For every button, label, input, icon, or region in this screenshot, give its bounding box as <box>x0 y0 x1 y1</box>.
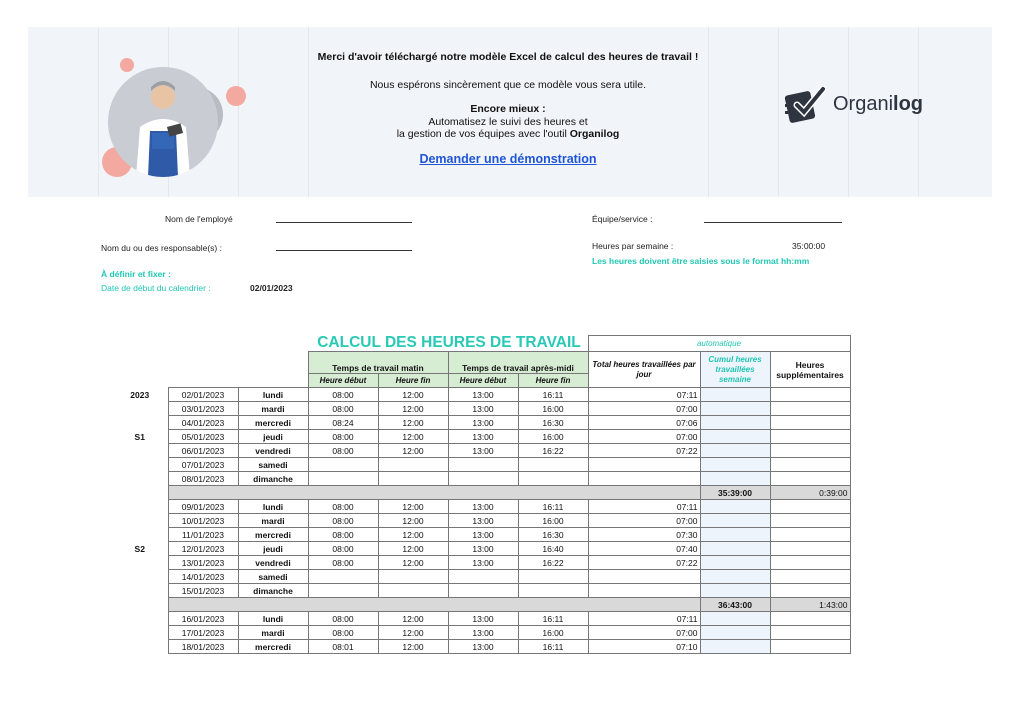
table-row <box>112 430 850 444</box>
table-row <box>112 556 850 570</box>
week-overtime: 0:39:00 <box>770 486 850 500</box>
spacer-cell <box>112 528 168 542</box>
morning-start-cell[interactable]: 08:01 <box>308 640 378 654</box>
hours-week-label: Heures par semaine : <box>592 241 674 251</box>
table-row <box>112 444 850 458</box>
cumul-cell <box>700 514 770 528</box>
spacer-cell <box>112 640 168 654</box>
date-cell: 04/01/2023 <box>168 416 238 430</box>
cumul-cell <box>700 626 770 640</box>
day-cell: lundi <box>238 388 308 402</box>
gray-cell <box>168 598 700 612</box>
morning-start-cell[interactable]: 08:00 <box>308 402 378 416</box>
worker-photo <box>108 67 218 177</box>
table-row <box>112 612 850 626</box>
day-cell: mercredi <box>238 640 308 654</box>
afternoon-start-cell[interactable] <box>448 472 518 486</box>
afternoon-end-cell[interactable]: 16:00 <box>518 514 588 528</box>
table-row <box>112 500 850 514</box>
morning-start-cell[interactable]: 08:00 <box>308 626 378 640</box>
afternoon-end-cell[interactable] <box>518 458 588 472</box>
total-cell: 07:00 <box>588 402 700 416</box>
cumul-cell <box>700 402 770 416</box>
morning-start-cell[interactable]: 08:00 <box>308 430 378 444</box>
morning-start-cell[interactable] <box>308 458 378 472</box>
total-cell: 07:30 <box>588 528 700 542</box>
team-label: Équipe/service : <box>592 214 653 224</box>
team-field[interactable] <box>704 212 842 223</box>
banner-subtitle: Nous espérons sincèrement que ce modèle vous sera utile. <box>369 79 647 91</box>
day-cell: samedi <box>238 458 308 472</box>
date-cell: 08/01/2023 <box>168 472 238 486</box>
day-cell: lundi <box>238 612 308 626</box>
year-label: 2023 <box>130 389 150 400</box>
morning-end-cell[interactable]: 12:00 <box>378 388 448 402</box>
morning-header: Temps de travail matin <box>308 352 448 374</box>
morning-end-cell[interactable]: 12:00 <box>378 514 448 528</box>
morning-end-cell[interactable]: 12:00 <box>378 402 448 416</box>
week-total-row <box>112 486 850 500</box>
cumul-header: Cumul heures travaillées semaine <box>700 352 770 388</box>
spacer-cell <box>112 612 168 626</box>
afternoon-start-cell[interactable]: 13:00 <box>448 542 518 556</box>
spacer-cell <box>112 598 168 612</box>
afternoon-start-cell[interactable]: 13:00 <box>448 388 518 402</box>
banner-better: Encore mieux : <box>470 103 546 115</box>
total-cell: 07:11 <box>588 500 700 514</box>
afternoon-start-cell[interactable]: 13:00 <box>448 430 518 444</box>
total-cell: 07:06 <box>588 416 700 430</box>
header-row-title <box>112 336 850 352</box>
day-cell: dimanche <box>238 584 308 598</box>
afternoon-end-cell[interactable] <box>518 472 588 486</box>
morning-end-cell[interactable]: 12:00 <box>378 556 448 570</box>
morning-end-cell[interactable]: 12:00 <box>378 528 448 542</box>
header-row-groups <box>112 352 850 374</box>
hours-table <box>112 335 851 654</box>
spacer-cell <box>112 626 168 640</box>
start-date-label: Date de début du calendrier : <box>101 283 211 293</box>
total-cell: 07:11 <box>588 388 700 402</box>
morning-end-cell[interactable]: 12:00 <box>378 500 448 514</box>
total-cell: 07:00 <box>588 626 700 640</box>
afternoon-end-cell[interactable]: 16:30 <box>518 528 588 542</box>
morning-end-cell[interactable] <box>378 472 448 486</box>
afternoon-start-cell[interactable]: 13:00 <box>448 556 518 570</box>
overtime-cell <box>770 416 850 430</box>
spacer-cell <box>112 352 308 374</box>
morning-start-cell[interactable] <box>308 570 378 584</box>
afternoon-start-cell[interactable]: 13:00 <box>448 528 518 542</box>
hours-week-value[interactable]: 35:00:00 <box>792 241 826 251</box>
total-cell: 07:40 <box>588 542 700 556</box>
date-cell: 06/01/2023 <box>168 444 238 458</box>
overtime-cell <box>770 402 850 416</box>
banner-line2 <box>308 128 708 140</box>
auto-label: automatique <box>588 336 850 352</box>
date-cell: 18/01/2023 <box>168 640 238 654</box>
total-cell <box>588 584 700 598</box>
spacer-cell <box>112 444 168 458</box>
total-cell: 07:00 <box>588 514 700 528</box>
overtime-cell <box>770 458 850 472</box>
overtime-cell <box>770 640 850 654</box>
afternoon-end-cell[interactable]: 16:11 <box>518 612 588 626</box>
morning-end-cell[interactable]: 12:00 <box>378 640 448 654</box>
cumul-cell <box>700 556 770 570</box>
total-header: Total heures travaillées par jour <box>588 352 700 388</box>
gray-cell <box>168 486 700 500</box>
afternoon-start-cell[interactable]: 13:00 <box>448 612 518 626</box>
define-label: À définir et fixer : <box>101 269 171 279</box>
a-start-header: Heure début <box>448 374 518 388</box>
cumul-cell <box>700 584 770 598</box>
spacer-cell <box>112 486 168 500</box>
employee-field[interactable] <box>276 212 412 223</box>
table-row <box>112 626 850 640</box>
afternoon-end-cell[interactable]: 16:00 <box>518 626 588 640</box>
cumul-cell <box>700 472 770 486</box>
day-cell: jeudi <box>238 430 308 444</box>
morning-start-cell[interactable]: 08:00 <box>308 514 378 528</box>
sheet-title: CALCUL DES HEURES DE TRAVAIL <box>317 334 581 351</box>
banner-line2-brand: Organilog <box>569 128 620 140</box>
promo-banner <box>28 27 992 197</box>
week-label: S2 <box>134 543 145 554</box>
date-cell: 02/01/2023 <box>168 388 238 402</box>
date-cell: 05/01/2023 <box>168 430 238 444</box>
day-cell: jeudi <box>238 542 308 556</box>
cumul-cell <box>700 500 770 514</box>
date-cell: 14/01/2023 <box>168 570 238 584</box>
overtime-cell <box>770 500 850 514</box>
banner-title: Merci d'avoir téléchargé notre modèle Excel de calcul des heures de travail ! <box>317 51 699 63</box>
date-cell: 17/01/2023 <box>168 626 238 640</box>
afternoon-end-cell[interactable] <box>518 584 588 598</box>
employee-label: Nom de l'employé <box>165 214 233 224</box>
morning-start-cell[interactable]: 08:00 <box>308 528 378 542</box>
morning-start-cell[interactable]: 08:00 <box>308 500 378 514</box>
cumul-cell <box>700 416 770 430</box>
table-row <box>112 570 850 584</box>
afternoon-start-cell[interactable]: 13:00 <box>448 416 518 430</box>
table-row <box>112 388 850 402</box>
total-cell: 07:00 <box>588 430 700 444</box>
m-start-header: Heure début <box>308 374 378 388</box>
spacer-cell <box>112 500 168 514</box>
overtime-cell <box>770 626 850 640</box>
overtime-cell <box>770 612 850 626</box>
cumul-cell <box>700 430 770 444</box>
overtime-cell <box>770 388 850 402</box>
table-row <box>112 402 850 416</box>
a-end-header: Heure fin <box>518 374 588 388</box>
logo-suffix: log <box>893 92 924 115</box>
overtime-cell <box>770 430 850 444</box>
date-cell: 10/01/2023 <box>168 514 238 528</box>
total-cell: 07:22 <box>588 556 700 570</box>
morning-start-cell[interactable]: 08:00 <box>308 542 378 556</box>
spacer-cell <box>112 514 168 528</box>
total-cell <box>588 458 700 472</box>
banner-line1: Automatisez le suivi des heures et <box>428 116 588 128</box>
day-cell: mardi <box>238 402 308 416</box>
afternoon-start-cell[interactable]: 13:00 <box>448 626 518 640</box>
table-row <box>112 514 850 528</box>
morning-end-cell[interactable]: 12:00 <box>378 416 448 430</box>
table-row <box>112 640 850 654</box>
cumul-cell <box>700 542 770 556</box>
table-row <box>112 472 850 486</box>
day-cell: lundi <box>238 500 308 514</box>
logo-notebook-icon <box>783 85 827 123</box>
afternoon-start-cell[interactable]: 13:00 <box>448 640 518 654</box>
morning-end-cell[interactable]: 12:00 <box>378 430 448 444</box>
day-cell: mardi <box>238 626 308 640</box>
morning-start-cell[interactable] <box>308 472 378 486</box>
overtime-cell <box>770 514 850 528</box>
morning-end-cell[interactable] <box>378 584 448 598</box>
demo-link[interactable]: Demander une démonstration <box>419 152 597 166</box>
overtime-cell <box>770 444 850 458</box>
afternoon-end-cell[interactable]: 16:22 <box>518 444 588 458</box>
banner-line2-prefix: la gestion de vos équipes avec l'outil <box>396 128 570 140</box>
table-row <box>112 584 850 598</box>
format-note: Les heures doivent être saisies sous le format hh:mm <box>592 256 810 266</box>
start-date-value[interactable]: 02/01/2023 <box>250 283 293 293</box>
spacer-cell <box>112 584 168 598</box>
spacer-cell <box>112 336 588 352</box>
spacer-cell <box>112 374 308 388</box>
afternoon-start-cell[interactable] <box>448 570 518 584</box>
afternoon-end-cell[interactable]: 16:11 <box>518 500 588 514</box>
logo-wordmark <box>833 93 923 116</box>
day-cell: vendredi <box>238 444 308 458</box>
day-cell: mercredi <box>238 416 308 430</box>
decor-blob <box>120 58 134 72</box>
morning-start-cell[interactable]: 08:00 <box>308 556 378 570</box>
morning-end-cell[interactable]: 12:00 <box>378 612 448 626</box>
overtime-cell <box>770 542 850 556</box>
afternoon-end-cell[interactable]: 16:30 <box>518 416 588 430</box>
afternoon-header: Temps de travail après-midi <box>448 352 588 374</box>
overtime-header: Heures supplémentaires <box>770 352 850 388</box>
date-cell: 12/01/2023 <box>168 542 238 556</box>
day-cell: vendredi <box>238 556 308 570</box>
date-cell: 16/01/2023 <box>168 612 238 626</box>
spacer-cell <box>112 570 168 584</box>
cumul-cell <box>700 612 770 626</box>
overtime-cell <box>770 472 850 486</box>
afternoon-start-cell[interactable]: 13:00 <box>448 500 518 514</box>
morning-start-cell[interactable]: 08:24 <box>308 416 378 430</box>
total-cell: 07:10 <box>588 640 700 654</box>
table-row <box>112 528 850 542</box>
cumul-cell <box>700 528 770 542</box>
cumul-cell <box>700 640 770 654</box>
afternoon-start-cell[interactable] <box>448 584 518 598</box>
spacer-cell <box>112 416 168 430</box>
morning-start-cell[interactable]: 08:00 <box>308 444 378 458</box>
morning-end-cell[interactable]: 12:00 <box>378 542 448 556</box>
overtime-cell <box>770 556 850 570</box>
afternoon-end-cell[interactable]: 16:00 <box>518 402 588 416</box>
manager-field[interactable] <box>276 240 412 251</box>
spacer-cell <box>112 402 168 416</box>
cumul-cell <box>700 570 770 584</box>
afternoon-end-cell[interactable]: 16:22 <box>518 556 588 570</box>
date-cell: 03/01/2023 <box>168 402 238 416</box>
morning-start-cell[interactable]: 08:00 <box>308 612 378 626</box>
cumul-cell <box>700 388 770 402</box>
week-total-row <box>112 598 850 612</box>
date-cell: 09/01/2023 <box>168 500 238 514</box>
spacer-cell <box>112 458 168 472</box>
afternoon-start-cell[interactable]: 13:00 <box>448 444 518 458</box>
overtime-cell <box>770 570 850 584</box>
total-cell <box>588 472 700 486</box>
morning-end-cell[interactable] <box>378 570 448 584</box>
afternoon-end-cell[interactable]: 16:40 <box>518 542 588 556</box>
manager-label: Nom du ou des responsable(s) : <box>101 243 222 253</box>
morning-end-cell[interactable]: 12:00 <box>378 444 448 458</box>
afternoon-start-cell[interactable] <box>448 458 518 472</box>
day-cell: dimanche <box>238 472 308 486</box>
afternoon-start-cell[interactable]: 13:00 <box>448 402 518 416</box>
date-cell: 15/01/2023 <box>168 584 238 598</box>
afternoon-end-cell[interactable]: 16:11 <box>518 640 588 654</box>
table-row <box>112 416 850 430</box>
week-label: S1 <box>134 431 145 442</box>
week-cumul: 35:39:00 <box>700 486 770 500</box>
logo-prefix: Organi <box>833 92 894 115</box>
week-overtime: 1:43:00 <box>770 598 850 612</box>
afternoon-end-cell[interactable]: 16:00 <box>518 430 588 444</box>
cumul-cell <box>700 444 770 458</box>
m-end-header: Heure fin <box>378 374 448 388</box>
afternoon-end-cell[interactable] <box>518 570 588 584</box>
total-cell: 07:22 <box>588 444 700 458</box>
table-row <box>112 458 850 472</box>
day-cell: samedi <box>238 570 308 584</box>
week-cumul: 36:43:00 <box>700 598 770 612</box>
table-row <box>112 542 850 556</box>
morning-end-cell[interactable] <box>378 458 448 472</box>
afternoon-end-cell[interactable]: 16:11 <box>518 388 588 402</box>
date-cell: 11/01/2023 <box>168 528 238 542</box>
morning-start-cell[interactable] <box>308 584 378 598</box>
morning-end-cell[interactable]: 12:00 <box>378 626 448 640</box>
spacer-cell <box>112 472 168 486</box>
organilog-logo <box>783 84 923 124</box>
date-cell: 13/01/2023 <box>168 556 238 570</box>
spacer-cell <box>112 556 168 570</box>
morning-start-cell[interactable]: 08:00 <box>308 388 378 402</box>
cumul-cell <box>700 458 770 472</box>
date-cell: 07/01/2023 <box>168 458 238 472</box>
overtime-cell <box>770 584 850 598</box>
day-cell: mardi <box>238 514 308 528</box>
afternoon-start-cell[interactable]: 13:00 <box>448 514 518 528</box>
total-cell <box>588 570 700 584</box>
day-cell: mercredi <box>238 528 308 542</box>
decor-blob <box>226 86 246 106</box>
total-cell: 07:11 <box>588 612 700 626</box>
overtime-cell <box>770 528 850 542</box>
